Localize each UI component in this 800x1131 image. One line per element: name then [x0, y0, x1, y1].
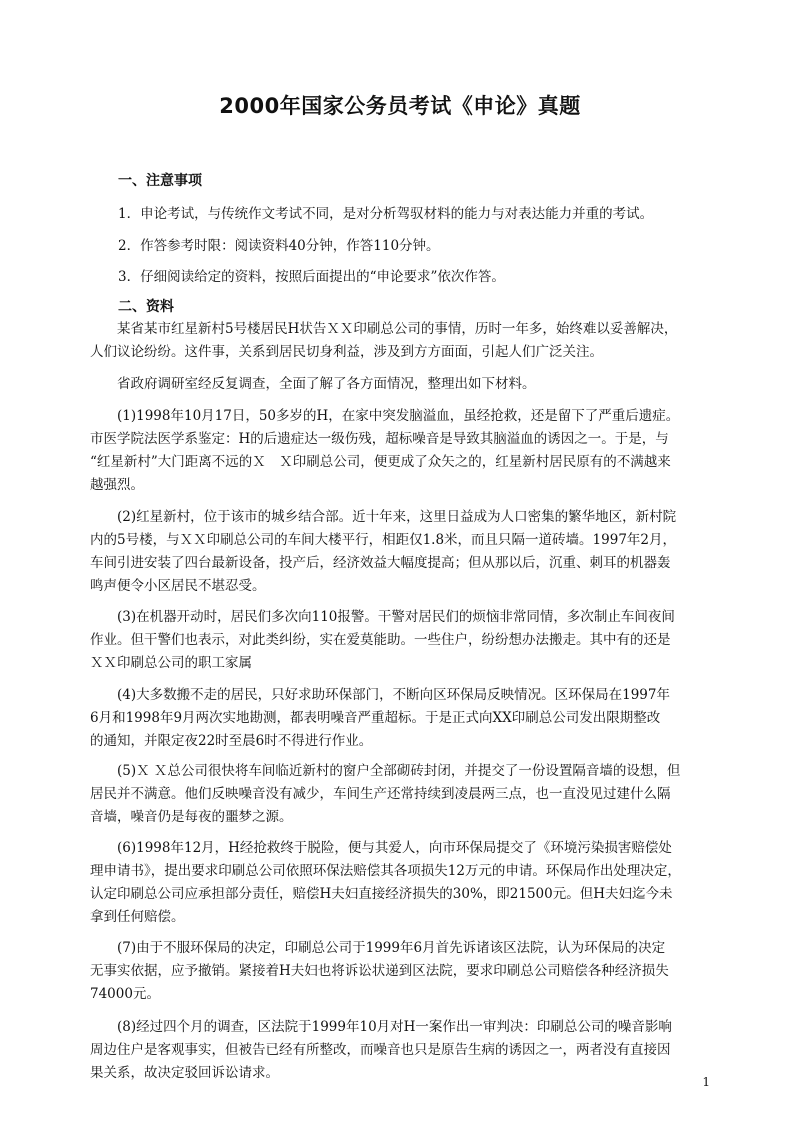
paragraph-line: 人们议论纷纷。这件事，关系到居民切身利益，涉及到方方面面，引起人们广泛关注。	[90, 344, 603, 360]
paragraph-line: “红星新村”大门距离不远的Ｘ Ｘ印刷总公司，便更成了众矢之的，红星新村居民原有的不满越来	[90, 454, 671, 470]
paragraph-line: (8)经过四个月的调查，区法院于1999年10月对H一案作出一审判决：印刷总公司的噪音影响	[117, 1019, 672, 1035]
paragraph-line: 认定印刷总公司应承担部分责任，赔偿H夫妇直接经济损失的30%，即21500元。但H夫妇迄今未	[90, 886, 673, 902]
paragraph-line: 作业。但干警们也表示，对此类纠纷，实在爱莫能助。一些住户，纷纷想办法搬走。其中有的还是	[90, 632, 671, 648]
paragraph-item-4	[90, 684, 712, 753]
note-item-1: 1．申论考试，与传统作文考试不同，是对分析驾驭材料的能力与对表达能力并重的考试。	[118, 206, 654, 222]
paragraph-item-5	[90, 760, 712, 829]
paragraph-line: 内的5号楼，与ＸＸ印刷总公司的车间大楼平行，相距仅1.8米，而且只隔一道砖墙。1997年2月，	[90, 532, 677, 548]
note-item-2: 2．作答参考时限：阅读资料40分钟，作答110分钟。	[118, 238, 440, 254]
paragraph-line: ＸＸ印刷总公司的职工家属	[90, 655, 252, 671]
paragraph-line: (4)大多数搬不走的居民，只好求助环保部门，不断向区环保局反映情况。区环保局在1997年	[117, 687, 670, 703]
paragraph-item-2	[90, 506, 712, 598]
paragraph-line: 越强烈。	[90, 477, 144, 493]
paragraph-intro	[90, 318, 712, 364]
paragraph-line: 居民并不满意。他们反映噪音没有减少，车间生产还常持续到凌晨两三点，也一直没见过建什么隔	[90, 786, 671, 802]
note-item-3: 3．仔细阅读给定的资料，按照后面提出的“申论要求”依次作答。	[118, 269, 505, 285]
paragraph-line: (2)红星新村，位于该市的城乡结合部。近十年来，这里日益成为人口密集的繁华地区，新村院	[117, 509, 677, 525]
paragraph-research	[90, 373, 712, 396]
paragraph-line: 果关系，故决定驳回诉讼请求。	[90, 1065, 279, 1081]
paragraph-line: 某省某市红星新村5号楼居民H状告ＸＸ印刷总公司的事情，历时一年多，始终难以妥善解决，	[117, 321, 678, 337]
paragraph-line: 鸣声便令小区居民不堪忍受。	[90, 578, 266, 594]
paragraph-line: 的通知，并限定夜22时至晨6时不得进行作业。	[90, 733, 373, 749]
paragraph-item-8	[90, 1016, 712, 1085]
page-number: 1	[702, 1075, 710, 1089]
paragraph-line: 省政府调研室经反复调查，全面了解了各方面情况，整理出如下材料。	[117, 376, 536, 392]
paragraph-line: 市医学院法医学系鉴定：H的后遗症达一级伤残，超标噪音是导致其脑溢血的诱因之一。于是，与	[90, 431, 669, 447]
paragraph-line: 车间引进安装了四台最新设备，投产后，经济效益大幅度提高；但从那以后，沉重、刺耳的机器轰	[90, 555, 671, 571]
paragraph-item-3	[90, 606, 712, 675]
document-title: 2000年国家公务员考试《申论》真题	[219, 94, 581, 118]
paragraph-line: 理申请书》，提出要求印刷总公司依照环保法赔偿其各项损失12万元的申请。环保局作出处理决定，	[90, 863, 681, 879]
paragraph-item-1	[90, 405, 712, 497]
paragraph-line: 拿到任何赔偿。	[90, 909, 185, 925]
paragraph-line: 无事实依据，应予撤销。紧接着H夫妇也将诉讼状递到区法院，要求印刷总公司赔偿各种经济损失	[90, 963, 669, 979]
paragraph-line: 6月和1998年9月两次实地勘测，都表明噪音严重超标。于是正式向XX印刷总公司发出限期整改	[90, 710, 661, 726]
paragraph-item-6	[90, 837, 712, 929]
paragraph-line: (6)1998年12月，H经抢救终于脱险，便与其爱人，向市环保局提交了《环境污染损害赔偿处	[117, 840, 672, 856]
paragraph-line: (7)由于不服环保局的决定，印刷总公司于1999年6月首先诉诸该区法院，认为环保局的决定	[117, 940, 666, 956]
paragraph-line: (5)Ｘ Ｘ总公司很快将车间临近新村的窗户全部砌砖封闭，并提交了一份设置隔音墙的设想，但	[117, 763, 681, 779]
section-heading-materials: 二、资料	[118, 299, 174, 315]
paragraph-line: 74000元。	[90, 986, 160, 1002]
paragraph-line: 音墙，噪音仍是每夜的噩梦之源。	[90, 809, 293, 825]
paragraph-item-7	[90, 937, 712, 1006]
section-heading-notes: 一、注意事项	[118, 173, 202, 189]
paragraph-line: 周边住户是客观事实，但被告已经有所整改，而噪音也只是原告生病的诱因之一，两者没有直接因	[90, 1042, 671, 1058]
paragraph-line: (3)在机器开动时，居民们多次向110报警。干警对居民们的烦恼非常同情，多次制止车间夜间	[117, 609, 675, 625]
paragraph-line: (1)1998年10月17日，50多岁的H，在家中突发脑溢血，虽经抢救，还是留下了严重后遗症。	[117, 408, 680, 424]
